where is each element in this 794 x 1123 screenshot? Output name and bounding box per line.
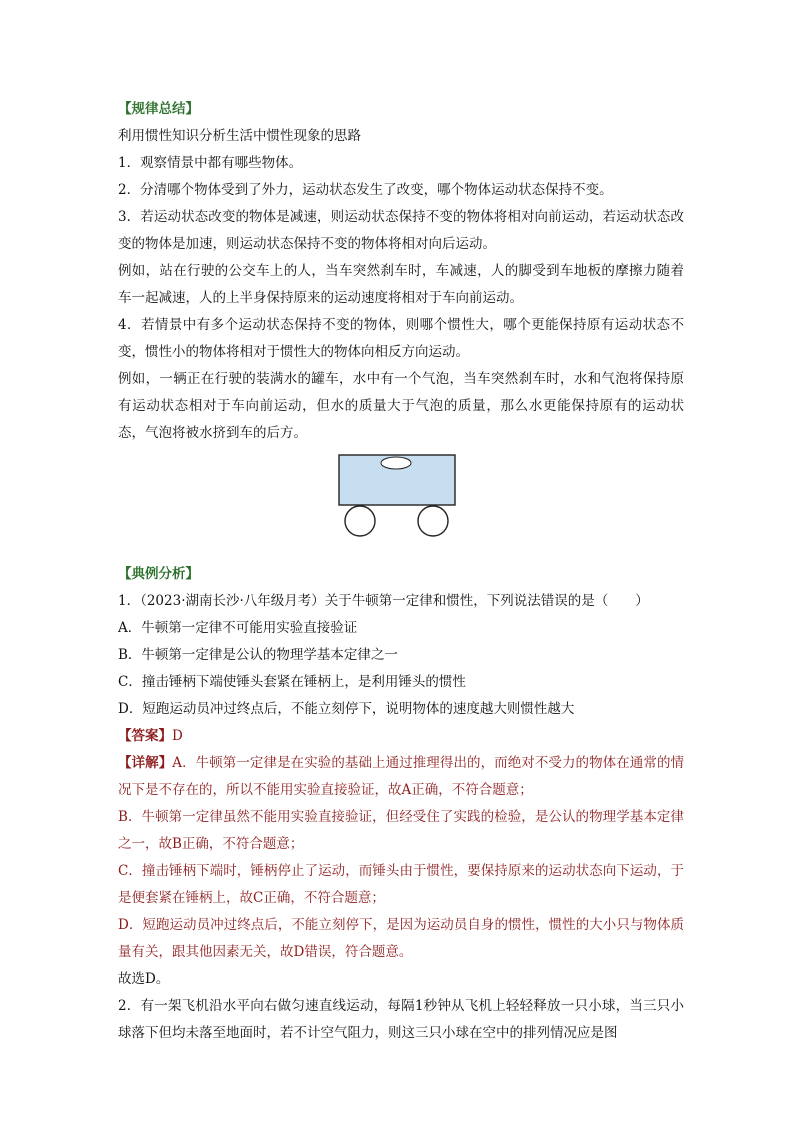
summary-step: 2．分清哪个物体受到了外力，运动状态发生了改变，哪个物体运动状态保持不变。	[118, 182, 613, 198]
examples-heading: 【典例分析】	[118, 566, 199, 582]
summary-step: 1．观察情景中都有哪些物体。	[118, 155, 303, 171]
air-bubble	[381, 457, 411, 469]
detail-line	[118, 750, 684, 804]
summary-heading: 【规律总结】	[118, 101, 199, 117]
detail-a: A．牛顿第一定律是在实验的基础上通过推理得出的，而绝对不受力的物体在通常的情况下是不存在的，所以不能用实验直接验证，故A正确，不符合题意；	[118, 755, 685, 798]
option-d: D．短跑运动员冲过终点后，不能立刻停下，说明物体的速度越大则惯性越大	[118, 701, 575, 717]
question-2-stem: 2．有一架飞机沿水平向右做匀速直线运动，每隔1秒钟从飞机上轻轻释放一只小球，当三只小球落下但均未落至地面时，若不计空气阻力，则这三只小球在空中的排列情况应是图	[118, 998, 684, 1041]
option-c: C．撞击锤柄下端使锤头套紧在锤柄上，是利用锤头的惯性	[118, 674, 466, 690]
detail-c: C．撞击锤柄下端时，锤柄停止了运动，而锤头由于惯性，要保持原来的运动状态向下运动，于是便套紧在锤柄上，故C正确，不符合题意；	[118, 863, 684, 906]
document-content	[118, 96, 684, 1047]
tank-truck-diagram	[338, 453, 458, 553]
summary-intro: 利用惯性知识分析生活中惯性现象的思路	[118, 128, 361, 144]
left-wheel	[345, 506, 375, 536]
summary-step: 3．若运动状态改变的物体是减速，则运动状态保持不变的物体将相对向前运动，若运动状态改变的物体是加速，则运动状态保持不变的物体将相对向后运动。	[118, 209, 684, 252]
option-a: A．牛顿第一定律不可能用实验直接验证	[118, 620, 358, 636]
right-wheel	[418, 506, 448, 536]
answer-line	[118, 723, 684, 750]
answer-value: D	[172, 728, 183, 744]
detail-tag: 【详解】	[118, 755, 173, 771]
detail-b: B．牛顿第一定律虽然不能用实验直接验证，但经受住了实践的检验，是公认的物理学基本定律之一，故B正确，不符合题意；	[118, 809, 684, 852]
answer-tag: 【答案】	[118, 728, 172, 744]
summary-example: 例如，一辆正在行驶的装满水的罐车，水中有一个气泡，当车突然刹车时，水和气泡将保持原有运动状态相对于车向前运动，但水的质量大于气泡的质量，那么水更能保持原有的运动状态，气泡将被水挤到车的后方。	[118, 371, 684, 441]
tank-truck-figure	[118, 453, 684, 553]
option-b: B．牛顿第一定律是公认的物理学基本定律之一	[118, 647, 398, 663]
summary-example: 例如，站在行驶的公交车上的人，当车突然刹车时，车减速，人的脚受到车地板的摩擦力随着车一起减速，人的上半身保持原来的运动速度将相对于车向前运动。	[118, 263, 684, 306]
conclusion: 故选D。	[118, 971, 170, 987]
question-1-stem: 1．（2023·湖南长沙·八年级月考）关于牛顿第一定律和惯性，下列说法错误的是（ ）	[118, 593, 649, 609]
detail-d: D．短跑运动员冲过终点后，不能立刻停下，是因为运动员自身的惯性，惯性的大小只与物体质量有关，跟其他因素无关，故D错误，符合题意。	[118, 917, 684, 960]
summary-step: 4．若情景中有多个运动状态保持不变的物体，则哪个惯性大，哪个更能保持原有运动状态不变，惯性小的物体将相对于惯性大的物体向相反方向运动。	[118, 317, 684, 360]
